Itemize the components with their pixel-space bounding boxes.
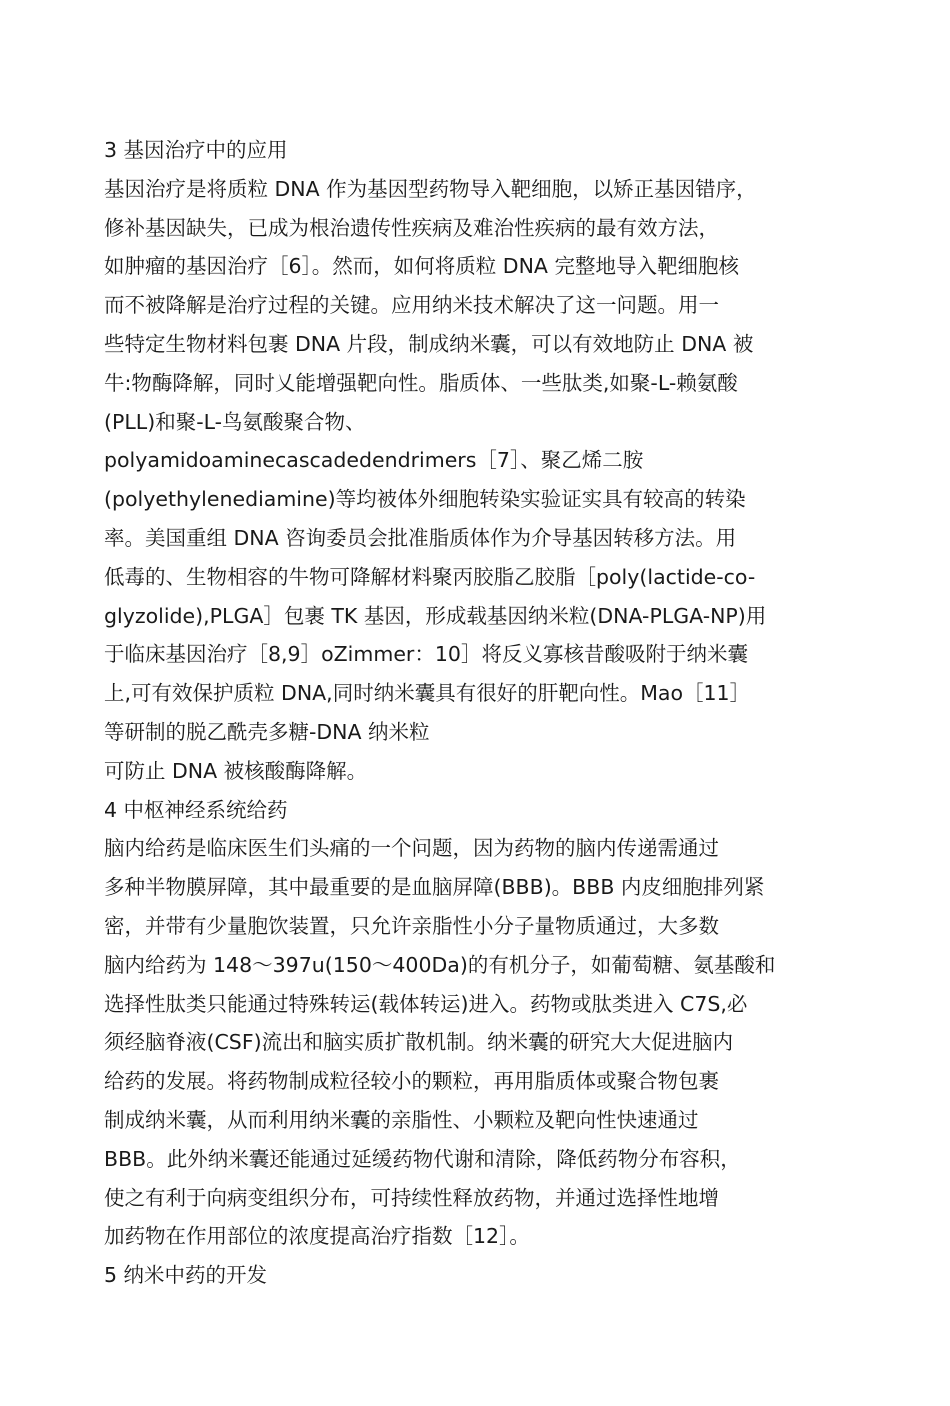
paragraph-line: 多种半物膜屏障，其中最重要的是血脑屏障(BBB)。BBB 内皮细胞排列紧 — [104, 875, 765, 900]
paragraph-line: 等研制的脱乙酰壳多糖-DNA 纳米粒 — [104, 719, 430, 744]
paragraph-line: 脑内给药为 148〜397u(150〜400Da)的有机分子，如葡萄糖、氨基酸和 — [104, 952, 776, 977]
paragraph-line: 密，并带有少量胞饮装置，只允许亲脂性小分子量物质通过，大多数 — [104, 913, 719, 938]
paragraph-line: 如肿瘤的基因治疗［6］。然而，如何将质粒 DNA 完整地导入靶细胞核 — [104, 254, 739, 279]
paragraph-line: 基因治疗是将质粒 DNA 作为基因型药物导入靶细胞，以矫正基因错序， — [104, 176, 757, 201]
paragraph-line: 上,可有效保护质粒 DNA,同时纳米囊具有很好的肝靶向性。Mao［11］ — [104, 681, 751, 706]
section-heading-cns-delivery: 4 中枢神经系统给药 — [104, 797, 288, 822]
section-heading-gene-therapy: 3 基因治疗中的应用 — [104, 138, 288, 162]
paragraph-line: (PLL)和聚-L-鸟氨酸聚合物、 — [104, 409, 366, 434]
paragraph-line: 加药物在作用部位的浓度提高治疗指数［12］。 — [104, 1224, 530, 1249]
paragraph-line: 而不被降解是治疗过程的关键。应用纳米技术解决了这一问题。用一 — [104, 293, 719, 318]
paragraph-line: glyzolide),PLGA］包裹 TK 基因，形成载基因纳米粒(DNA-PLGA-NP)用 — [104, 603, 767, 628]
paragraph-line: 率。美国重组 DNA 咨询委员会批准脂质体作为介导基因转移方法。用 — [104, 525, 737, 550]
paragraph-line: 脑内给药是临床医生们头痛的一个问题，因为药物的脑内传递需通过 — [104, 836, 719, 861]
paragraph-line: 给药的发展。将药物制成粒径较小的颗粒，再用脂质体或聚合物包裹 — [104, 1069, 719, 1094]
paragraph-line: 低毒的、生物相容的牛物可降解材料聚丙胶脂乙胶脂［poly(lactide-co- — [104, 564, 756, 589]
paragraph-line: (polyethylenediamine)等均被体外细胞转染实验证实具有较高的转染 — [104, 487, 746, 512]
paragraph-line: 修补基因缺失，已成为根治遗传性疾病及难治性疾病的最有效方法， — [104, 215, 719, 240]
paragraph-line: 选择性肽类只能通过特殊转运(载体转运)进入。药物或肽类进入 C7S,必 — [104, 991, 748, 1016]
paragraph-line: 可防止 DNA 被核酸酶降解。 — [104, 758, 368, 783]
paragraph-line: 于临床基因治疗［8,9］oZimmer：10］将反义寡核昔酸吸附于纳米囊 — [104, 642, 748, 667]
section-heading-nano-tcm: 5 纳米中药的开发 — [104, 1263, 268, 1288]
paragraph-line: 须经脑脊液(CSF)流出和脑实质扩散机制。纳米囊的研究大大促进脑内 — [104, 1030, 734, 1055]
paragraph-line: polyamidoaminecascadedendrimers［7］、聚乙烯二胺 — [104, 448, 644, 473]
document-page — [104, 131, 864, 1295]
paragraph-line: 使之有利于向病变组织分布，可持续性释放药物，并通过选择性地增 — [104, 1185, 719, 1210]
paragraph-line: 牛:物酶降解，同时乂能增强靶向性。脂质体、一些肽类,如聚-L-赖氨酸 — [104, 370, 738, 395]
paragraph-line: 制成纳米囊，从而利用纳米囊的亲脂性、小颗粒及靶向性快速通过 — [104, 1107, 699, 1132]
paragraph-line: BBB。此外纳米囊还能通过延缓药物代谢和清除，降低药物分布容积， — [104, 1146, 741, 1171]
paragraph-line: 些特定生物材料包裹 DNA 片段，制成纳米囊，可以有效地防止 DNA 被 — [104, 331, 754, 356]
